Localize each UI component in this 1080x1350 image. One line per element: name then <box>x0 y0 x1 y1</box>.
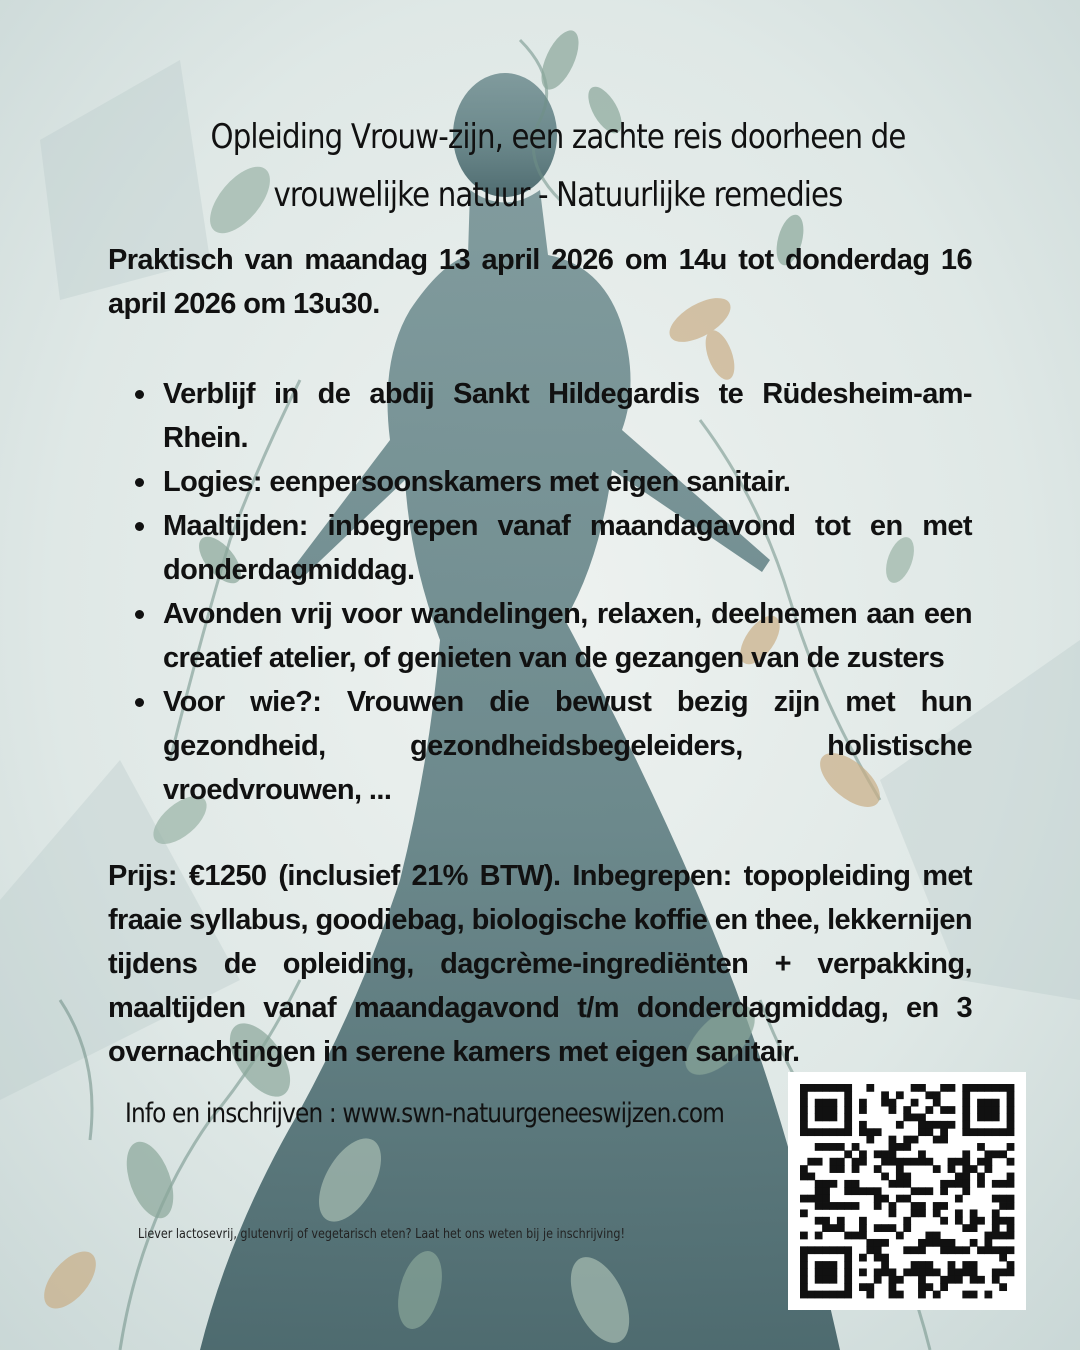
list-item-evenings: Avonden vrij voor wandelingen, relaxen, deelnemen aan een creatief atelier, of genieten van de gezangen van de zusters <box>163 592 972 680</box>
practical-dates: Praktisch van maandag 13 april 2026 om 14u tot donderdag 16 april 2026 om 13u30. <box>108 244 972 320</box>
list-item-meals: Maaltijden: inbegrepen vanaf maandagavond tot en met donderdagmiddag. <box>163 504 972 592</box>
info-list <box>108 372 972 812</box>
poster-title: Opleiding Vrouw-zijn, een zachte reis doorheen de vrouwelijke natuur - Natuurlijke remedies <box>210 117 906 215</box>
list-item-location: Verblijf in de abdij Sankt Hildegardis te Rüdesheim-am-Rhein. <box>163 372 972 460</box>
list-item-audience: Voor wie?: Vrouwen die bewust bezig zijn met hun gezondheid, gezondheidsbegeleiders, holistische vroedvrouwen, ... <box>163 680 972 812</box>
price-paragraph: Prijs: €1250 (inclusief 21% BTW). Inbegrepen: topopleiding met fraaie syllabus, goodiebag, biologische koffie en thee, lekkernijen tijdens de opleiding, dagcrème-ingrediënten + verpakking, maaltijden vanaf maandagavond t/m donderdagmiddag, en 3 overnachtingen in serene kamers met eigen sanitair. <box>108 860 972 1068</box>
registration-link[interactable]: Info en inschrijven : www.swn-natuurgeneeswijzen.com <box>125 1098 725 1129</box>
list-item-lodging: Logies: eenpersoonskamers met eigen sanitair. <box>163 460 972 504</box>
dietary-note: Liever lactosevrij, glutenvrij of vegetarisch eten? Laat het ons weten bij je inschrijving! <box>138 1227 625 1242</box>
qr-code-icon[interactable] <box>788 1072 1026 1310</box>
